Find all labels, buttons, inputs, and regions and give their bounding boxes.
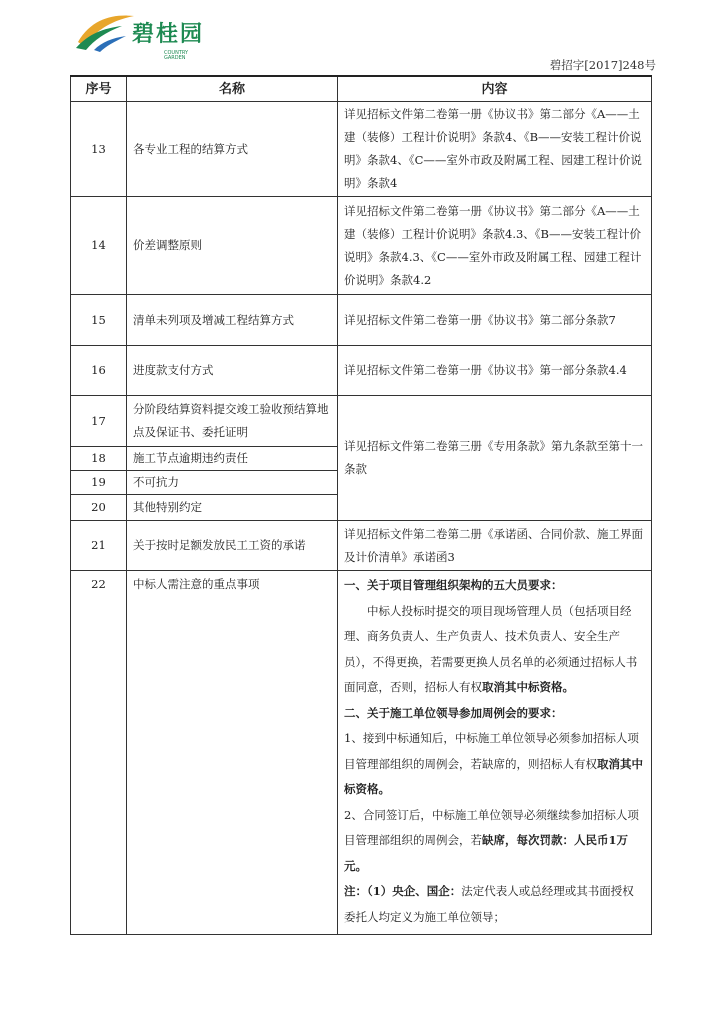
row-content-merged: 详见招标文件第二卷第三册《专用条款》第九条款至第十一条款 <box>338 396 652 521</box>
row-number: 20 <box>71 495 127 521</box>
paragraph: 1、接到中标通知后，中标施工单位领导必须参加招标人项目管理部组织的周例会，若缺席的，则招标人有权取消其中标资格。 <box>344 731 643 796</box>
row-number: 19 <box>71 471 127 495</box>
row-number: 18 <box>71 447 127 471</box>
row-name: 其他特别约定 <box>127 495 338 521</box>
row-number: 16 <box>71 346 127 396</box>
table-header-row <box>71 76 652 102</box>
table-row <box>71 396 652 447</box>
row-name: 不可抗力 <box>127 471 338 495</box>
table-row <box>71 295 652 346</box>
row-number: 17 <box>71 396 127 447</box>
logo-swoosh-icon <box>74 12 136 52</box>
note-paragraph: 注：（1）央企、国企：法定代表人或总经理或其书面授权委托人均定义为施工单位领导； <box>344 884 634 924</box>
row-content: 详见招标文件第二卷第一册《协议书》第二部分《A——土建（装修）工程计价说明》条款4、《B——安装工程计价说明》条款4、《C——室外市政及附属工程、园建工程计价说明》条款4 <box>338 102 652 197</box>
row-content: 详见招标文件第二卷第一册《协议书》第二部分条款7 <box>338 295 652 346</box>
column-header-content: 内容 <box>338 76 652 102</box>
table-row <box>71 521 652 571</box>
logo-english-text: COUNTRY GARDEN <box>164 50 189 61</box>
row-content: 详见招标文件第二卷第一册《协议书》第一部分条款4.4 <box>338 346 652 396</box>
section-heading: 一、关于项目管理组织架构的五大员要求： <box>344 578 563 592</box>
row-name: 进度款支付方式 <box>127 346 338 396</box>
table-row <box>71 102 652 197</box>
table-row <box>71 346 652 396</box>
row-content: 详见招标文件第二卷第二册《承诺函、合同价款、施工界面及计价清单》承诺函3 <box>338 521 652 571</box>
row-name: 价差调整原则 <box>127 197 338 295</box>
paragraph: 中标人投标时提交的项目现场管理人员（包括项目经理、商务负责人、生产负责人、技术负责人、安全生产员），不得更换，若需要更换人员名单的必须通过招标人书面同意，否则，招标人有权取消其中标资格。 <box>344 603 638 694</box>
brand-name: 碧桂园 <box>132 22 205 47</box>
row-name: 施工节点逾期违约责任 <box>127 447 338 471</box>
row-name: 关于按时足额发放民工工资的承诺 <box>127 521 338 571</box>
row-name: 分阶段结算资料提交竣工验收预结算地点及保证书、委托证明 <box>127 396 338 447</box>
row-number: 22 <box>71 571 127 935</box>
bid-terms-table <box>70 75 652 935</box>
paragraph: 2、合同签订后，中标施工单位领导必须继续参加招标人项目管理部组织的周例会，若缺席，每次罚款：人民币1万元。 <box>344 807 639 873</box>
row-number: 15 <box>71 295 127 346</box>
row-name: 清单未列项及增减工程结算方式 <box>127 295 338 346</box>
section-heading: 二、关于施工单位领导参加周例会的要求： <box>344 705 563 720</box>
document-number: 碧招字[2017]248号 <box>549 58 656 72</box>
column-header-name: 名称 <box>127 76 338 102</box>
row-content: 详见招标文件第二卷第一册《协议书》第二部分《A——土建（装修）工程计价说明》条款4.3、《B——安装工程计价说明》条款4.3、《C——室外市政及附属工程、园建工程计价说明》条款4.2 <box>338 197 652 295</box>
row-content-key-notes <box>338 571 652 935</box>
table-row <box>71 197 652 295</box>
row-number: 13 <box>71 102 127 197</box>
table-row <box>71 571 652 935</box>
column-header-number: 序号 <box>71 76 127 102</box>
row-name: 中标人需注意的重点事项 <box>127 571 338 935</box>
row-number: 14 <box>71 197 127 295</box>
row-number: 21 <box>71 521 127 571</box>
row-name: 各专业工程的结算方式 <box>127 102 338 197</box>
